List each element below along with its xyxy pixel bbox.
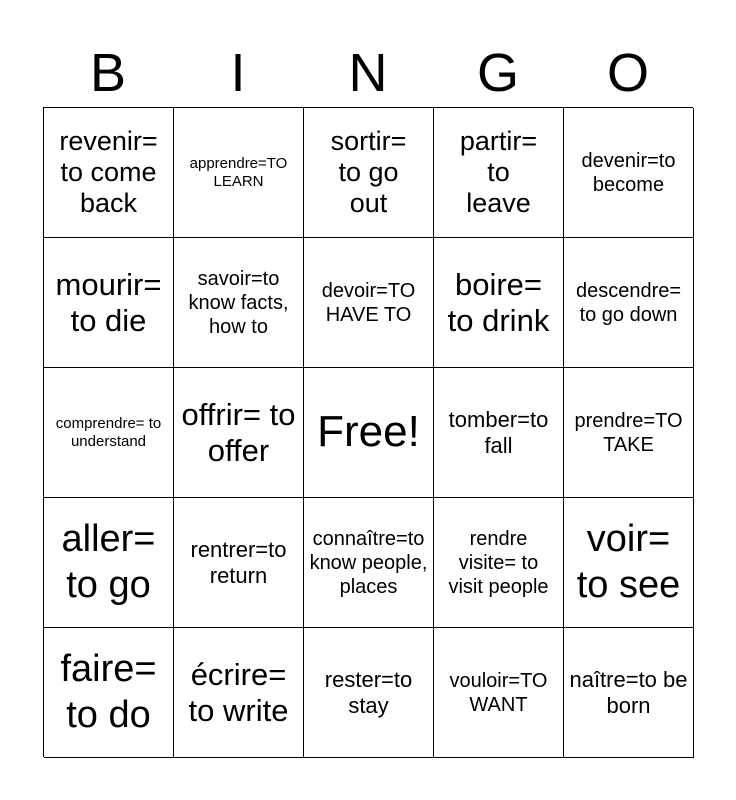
bingo-cell-r2-c1[interactable] (44, 238, 174, 368)
cell-text: écrire= to write (188, 656, 289, 728)
cell-text: prendre=TO TAKE (574, 409, 683, 456)
cell-text: tomber=to fall (448, 407, 549, 458)
cell-text: naître=to be born (569, 667, 688, 718)
bingo-cell-r4-c2[interactable] (174, 498, 304, 628)
bingo-cell-r5-c3[interactable] (304, 628, 434, 758)
free-space-text: Free! (317, 407, 420, 457)
bingo-cell-r1-c2[interactable] (174, 108, 304, 238)
cell-text: voir= to see (576, 517, 681, 606)
bingo-board (43, 107, 693, 757)
bingo-cell-r2-c5[interactable] (564, 238, 694, 368)
bingo-cell-r3-c1[interactable] (44, 368, 174, 498)
cell-text: connaître=to know people, places (309, 527, 428, 598)
header-letter-i: I (230, 43, 246, 103)
cell-text: descendre= to go down (575, 279, 682, 326)
bingo-cell-r2-c2[interactable] (174, 238, 304, 368)
header-letter-b: B (89, 43, 127, 103)
header-letter-g: G (476, 43, 519, 103)
bingo-cell-r2-c4[interactable] (434, 238, 564, 368)
bingo-cell-r1-c1[interactable] (44, 108, 174, 238)
bingo-cell-r4-c3[interactable] (304, 498, 434, 628)
cell-text: offrir= to offer (181, 396, 296, 468)
bingo-cell-r3-c5[interactable] (564, 368, 694, 498)
bingo-cell-r4-c5[interactable] (564, 498, 694, 628)
bingo-header (43, 38, 693, 108)
cell-text: sortir= to go out (330, 125, 407, 219)
bingo-cell-r4-c4[interactable] (434, 498, 564, 628)
bingo-cell-r5-c1[interactable] (44, 628, 174, 758)
bingo-cell-r1-c4[interactable] (434, 108, 564, 238)
cell-text: rendre visite= to visit people (448, 527, 549, 598)
bingo-cell-r3-c2[interactable] (174, 368, 304, 498)
cell-text: rentrer=to return (190, 537, 287, 588)
bingo-cell-r3-c3-free[interactable] (304, 368, 434, 498)
bingo-cell-r3-c4[interactable] (434, 368, 564, 498)
cell-text: mourir= to die (55, 266, 162, 338)
cell-text: devenir=to become (581, 149, 676, 196)
bingo-cell-r5-c5[interactable] (564, 628, 694, 758)
cell-text: savoir=to know facts, how to (188, 267, 289, 338)
bingo-cell-r1-c5[interactable] (564, 108, 694, 238)
bingo-cell-r5-c2[interactable] (174, 628, 304, 758)
header-letter-n: N (348, 43, 388, 103)
cell-text: revenir= to come back (59, 125, 158, 219)
cell-text: devoir=TO HAVE TO (321, 279, 416, 326)
header-letter-o: O (606, 43, 649, 103)
cell-text: vouloir=TO WANT (449, 669, 548, 716)
cell-text: apprendre=TO LEARN (189, 155, 288, 190)
cell-text: partir= to leave (459, 125, 538, 219)
bingo-cell-r2-c3[interactable] (304, 238, 434, 368)
bingo-cell-r1-c3[interactable] (304, 108, 434, 238)
cell-text: boire= to drink (447, 266, 550, 338)
cell-text: comprendre= to understand (55, 415, 162, 450)
cell-text: faire= to do (60, 647, 157, 736)
cell-text: aller= to go (61, 517, 156, 606)
cell-text: rester=to stay (324, 667, 413, 718)
bingo-cell-r5-c4[interactable] (434, 628, 564, 758)
bingo-cell-r4-c1[interactable] (44, 498, 174, 628)
